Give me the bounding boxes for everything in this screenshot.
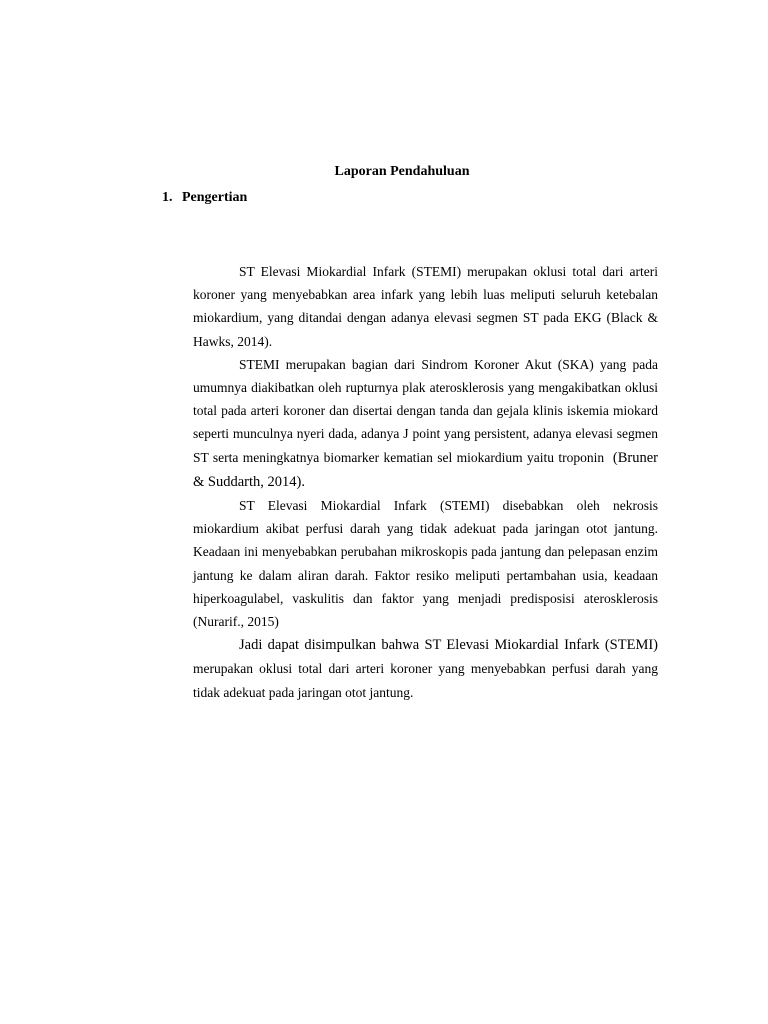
section-heading xyxy=(162,188,247,208)
paragraph-2 xyxy=(193,353,658,494)
paragraph-4 xyxy=(193,633,658,704)
document-title: Laporan Pendahuluan xyxy=(334,164,470,179)
paragraph-2-text: STEMI merupakan bagian dari Sindrom Koroner Akut (SKA) yang pada umumnya diakibatkan oleh rupturnya plak aterosklerosis yang mengakibatkan oklusi total pada arteri koroner dan disertai dengan tanda dan gejala klinis iskemia miokard seperti munculnya nyeri dada, adanya J point yang persistent, adanya elevasi segmen ST serta meningkatnya biomarker kematian sel miokardium yaitu troponin xyxy=(193,356,658,465)
paragraph-3: ST Elevasi Miokardial Infark (STEMI) disebabkan oleh nekrosis miokardium akibat perfusi darah yang tidak adekuat pada jaringan otot jantung. Keadaan ini menyebabkan perubahan mikroskopis pada jantung dan pelepasan enzim jantung ke dalam aliran darah. Faktor resiko meliputi pertambahan usia, keadaan hiperkoagulabel, vaskulitis dan faktor yang menjadi predisposisi aterosklerosis (Nurarif., 2015) xyxy=(193,498,658,630)
paragraph-4-text: merupakan oklusi total dari arteri koroner yang menyebabkan perfusi darah yang tidak adekuat pada jaringan otot jantung. xyxy=(193,661,658,700)
section-number: 1. xyxy=(162,190,173,205)
paragraph-2-citation: (Bruner & Suddarth, 2014). xyxy=(193,449,658,490)
paragraph-1: ST Elevasi Miokardial Infark (STEMI) merupakan oklusi total dari arteri koroner yang menyebabkan area infark yang lebih luas meliputi seluruh ketebalan miokardium, yang ditandai dengan adanya elevasi segmen ST pada EKG (Black & Hawks, 2014). xyxy=(193,264,658,349)
section-body xyxy=(193,260,658,704)
section-heading-text: Pengertian xyxy=(182,190,248,205)
paragraph-4-lead: Jadi dapat disimpulkan bahwa ST Elevasi Miokardial Infark (STEMI) xyxy=(239,637,658,654)
